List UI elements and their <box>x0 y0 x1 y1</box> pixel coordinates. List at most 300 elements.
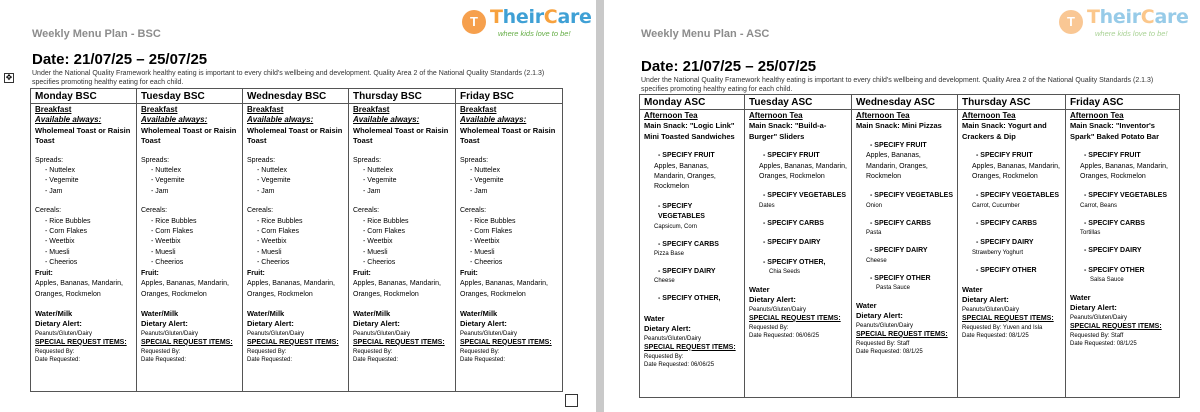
spacer <box>35 197 132 206</box>
special-request-label: SPECIAL REQUEST ITEMS: <box>1070 322 1162 330</box>
cereal-label: Cheerios <box>155 259 184 267</box>
specify-other <box>644 294 740 304</box>
other-value: Pasta Sauce <box>876 285 911 292</box>
breakfast-heading: Breakfast <box>35 105 72 114</box>
cereal-label: Muesli <box>49 248 70 256</box>
specify-carbs-label: SPECIFY CARBS <box>874 219 931 227</box>
main-snack: Main Snack: "Logic Link" Mini Toasted Sandwiches <box>644 121 735 141</box>
cereal-item <box>35 258 132 268</box>
bsc-date: Date: 21/07/25 – 25/07/25 <box>32 51 208 68</box>
fruit-label: Fruit: <box>247 269 265 277</box>
specify-vegetables <box>644 202 740 223</box>
spread-item <box>460 166 558 176</box>
spacer <box>644 258 740 267</box>
cereal-label: Corn Flakes <box>367 228 406 236</box>
logo-wordmark: TheirCare <box>490 6 592 28</box>
special-request-label: SPECIAL REQUEST ITEMS: <box>141 338 233 346</box>
cereal-item <box>353 217 451 227</box>
bullet-icon: - <box>151 238 156 246</box>
spacer <box>644 193 740 202</box>
bullet-icon: - <box>470 248 475 256</box>
spread-label: Nuttelex <box>155 167 181 175</box>
asc-intro: Under the National Quality Framework healthy eating is important to every child's wellbeing and development. Quality Area 2 of the National Quality Standards (2.1.3) specifies promoting healthy eating for each child. <box>641 77 1154 93</box>
dietary-alert-value: Peanuts/Gluten/Dairy <box>460 330 518 337</box>
asc-menu-table <box>639 94 1180 398</box>
bullet-icon: - <box>45 167 50 175</box>
spacer <box>856 237 953 246</box>
asc-day-header: Friday ASC <box>1066 95 1180 110</box>
toast-item: Wholemeal Toast or Raisin Toast <box>460 125 556 146</box>
bullet-icon: - <box>151 177 156 185</box>
specify-fruit-label: SPECIFY FRUIT <box>662 152 715 160</box>
carb-value: Tortillas <box>1080 230 1101 237</box>
main-snack: Main Snack: "Inventor's Spark" Baked Potato Bar <box>1070 121 1160 141</box>
specify-veg-label: SPECIFY VEGETABLES <box>658 202 705 221</box>
spread-label: Vegemite <box>261 177 291 185</box>
fruit-label: Fruit: <box>460 269 478 277</box>
special-request-label: SPECIAL REQUEST ITEMS: <box>35 338 127 346</box>
spreads-label: Spreads: <box>141 156 170 164</box>
cereal-label: Cheerios <box>49 259 78 267</box>
specify-fruit <box>749 151 847 161</box>
spread-item <box>35 166 132 176</box>
specify-vegetables <box>749 191 847 201</box>
bsc-intro: Under the National Quality Framework healthy eating is important to every child's wellbeing and development. Quality Area 2 of the National Quality Standards (2.1.3) specifies promoting healthy eating for each child. <box>32 70 545 86</box>
spread-label: Vegemite <box>155 177 185 185</box>
specify-fruit-label: SPECIFY FRUIT <box>874 141 927 149</box>
spacer <box>35 147 132 156</box>
spacer <box>644 142 740 151</box>
cereal-item <box>460 227 558 237</box>
bullet-icon: - <box>151 228 156 236</box>
specify-veg-label: SPECIFY VEGETABLES <box>767 192 846 200</box>
fruit-list: Apples, Bananas, Mandarin, Oranges, Rockmelon <box>972 162 1060 181</box>
specify-vegetables <box>856 191 953 201</box>
spacer <box>749 229 847 238</box>
specify-fruit-label: SPECIFY FRUIT <box>980 152 1033 160</box>
cereal-item <box>141 227 238 237</box>
cereal-item <box>141 217 238 227</box>
cereals-label: Cereals: <box>247 207 274 215</box>
specify-dairy <box>644 267 740 277</box>
logo-wordmark: TheirCare <box>1087 6 1189 28</box>
date-requested: Date Requested: <box>35 357 81 364</box>
date-requested: Date Requested: <box>141 357 187 364</box>
breakfast-heading: Breakfast <box>353 105 390 114</box>
bullet-icon: - <box>1084 266 1089 274</box>
spreads-label: Spreads: <box>460 156 489 164</box>
spacer <box>962 142 1061 151</box>
specify-carbs <box>1070 219 1175 229</box>
veg-value: Capsicum, Corn <box>654 223 698 230</box>
spacer <box>962 182 1061 191</box>
specify-other <box>856 274 953 284</box>
fruit-list: Apples, Bananas, Mandarin, Oranges, Rockmelon <box>1080 162 1168 181</box>
dietary-alert-value: Peanuts/Gluten/Dairy <box>353 330 411 337</box>
spacer <box>1070 237 1175 246</box>
specify-fruit-label: SPECIFY FRUIT <box>1088 152 1141 160</box>
bsc-day-cell <box>243 104 349 392</box>
specify-veg-label: SPECIFY VEGETABLES <box>874 192 953 200</box>
bullet-icon: - <box>870 247 875 255</box>
bsc-menu-table <box>30 88 563 392</box>
fruit-list: Apples, Bananas, Mandarin, Oranges, Rockmelon <box>759 162 847 181</box>
spread-item <box>460 176 558 186</box>
bullet-icon: - <box>45 217 50 225</box>
bullet-icon: - <box>45 228 50 236</box>
bullet-icon: - <box>363 167 368 175</box>
spread-label: Nuttelex <box>261 167 287 175</box>
dietary-alert-value: Peanuts/Gluten/Dairy <box>35 330 93 337</box>
bullet-icon: - <box>45 177 50 185</box>
spread-item <box>141 187 238 197</box>
bullet-icon: - <box>870 192 875 200</box>
bullet-icon: - <box>257 248 262 256</box>
dietary-alert-label: Dietary Alert: <box>856 311 903 321</box>
spread-label: Nuttelex <box>474 167 500 175</box>
dietary-alert-label: Dietary Alert: <box>141 319 188 329</box>
bullet-icon: - <box>151 167 156 175</box>
special-request-label: SPECIAL REQUEST ITEMS: <box>460 338 552 346</box>
bullet-icon: - <box>470 259 475 267</box>
fruit-label: Fruit: <box>141 269 159 277</box>
specify-carbs <box>856 219 953 229</box>
cereals-label: Cereals: <box>353 207 380 215</box>
dietary-alert-value: Peanuts/Gluten/Dairy <box>247 330 305 337</box>
cereal-label: Cheerios <box>474 259 503 267</box>
dietary-alert-value: Peanuts/Gluten/Dairy <box>141 330 199 337</box>
spread-item <box>247 166 344 176</box>
carb-value: Pasta <box>866 230 882 237</box>
toast-item: Wholemeal Toast or Raisin Toast <box>353 125 449 146</box>
bullet-icon: - <box>470 177 475 185</box>
bullet-icon: - <box>658 268 663 276</box>
requested-by: Requested By: <box>35 349 75 356</box>
spread-label: Jam <box>49 187 63 195</box>
specify-fruit-label: SPECIFY FRUIT <box>767 152 820 160</box>
specify-carbs-label: SPECIFY CARBS <box>980 219 1037 227</box>
spacer <box>1070 142 1175 151</box>
available-always-label: Available always: <box>35 115 102 125</box>
cereal-label: Corn Flakes <box>474 228 513 236</box>
cereal-item <box>247 248 344 258</box>
bullet-icon: - <box>151 187 156 195</box>
bullet-icon: - <box>363 217 368 225</box>
bullet-icon: - <box>470 238 475 246</box>
bullet-icon: - <box>1084 219 1089 227</box>
page-corner-box <box>565 394 578 407</box>
water-milk: Water/Milk <box>35 308 73 318</box>
spacer <box>1070 284 1175 293</box>
table-move-handle-icon[interactable]: ✥ <box>5 73 13 82</box>
requested-by: Requested By: <box>247 349 287 356</box>
special-request-label: SPECIAL REQUEST ITEMS: <box>353 338 445 346</box>
dietary-alert-value: Peanuts/Gluten/Dairy <box>749 306 807 313</box>
bullet-icon: - <box>976 219 981 227</box>
spacer <box>460 147 558 156</box>
spacer <box>856 182 953 191</box>
date-requested: Date Requested: <box>460 357 506 364</box>
spacer <box>749 249 847 258</box>
cereal-label: Rice Bubbles <box>49 217 91 225</box>
theircare-logo-faint <box>1059 6 1189 40</box>
bsc-page <box>0 0 596 412</box>
bullet-icon: - <box>363 177 368 185</box>
date-requested: Date Requested: 08/1/25 <box>856 349 923 356</box>
spread-label: Jam <box>261 187 275 195</box>
fruit-list: Apples, Bananas, Mandarin, Oranges, Rockmelon <box>353 280 441 298</box>
theircare-logo <box>462 6 592 40</box>
specify-fruit <box>962 151 1061 161</box>
bullet-icon: - <box>470 187 475 195</box>
cereal-label: Weetbix <box>261 238 287 246</box>
bullet-icon: - <box>1084 247 1089 255</box>
bullet-icon: - <box>363 228 368 236</box>
spacer <box>856 292 953 301</box>
dairy-value: Cheese <box>866 257 887 264</box>
afternoon-tea-heading: Afternoon Tea <box>644 111 698 120</box>
cereal-label: Muesli <box>474 248 495 256</box>
cereal-label: Corn Flakes <box>155 228 194 236</box>
special-request-label: SPECIAL REQUEST ITEMS: <box>247 338 339 346</box>
asc-day-cell <box>958 110 1066 398</box>
fruit-list: Apples, Bananas, Mandarin, Oranges, Rockmelon <box>460 280 548 298</box>
spacer <box>353 300 451 309</box>
cereals-label: Cereals: <box>35 207 62 215</box>
bullet-icon: - <box>658 240 663 248</box>
cereal-item <box>353 227 451 237</box>
spread-item <box>35 187 132 197</box>
requested-by: Requested By: <box>460 349 500 356</box>
spacer <box>962 257 1061 266</box>
specify-carbs-label: SPECIFY CARBS <box>662 240 719 248</box>
cereals-label: Cereals: <box>141 207 168 215</box>
spacer <box>247 197 344 206</box>
spacer <box>141 147 238 156</box>
dietary-alert-value: Peanuts/Gluten/Dairy <box>962 306 1020 313</box>
carb-value: Pizza Base <box>654 251 685 258</box>
water-milk: Water/Milk <box>353 308 391 318</box>
bullet-icon: - <box>763 258 768 266</box>
specify-carbs <box>962 219 1061 229</box>
specify-dairy <box>962 238 1061 248</box>
bullet-icon: - <box>45 238 50 246</box>
bullet-icon: - <box>976 266 981 274</box>
bullet-icon: - <box>257 259 262 267</box>
specify-vegetables <box>962 191 1061 201</box>
bullet-icon: - <box>658 152 663 160</box>
dietary-alert-label: Dietary Alert: <box>353 319 400 329</box>
spacer <box>856 265 953 274</box>
spread-label: Vegemite <box>49 177 79 185</box>
cereal-label: Rice Bubbles <box>261 217 303 225</box>
spread-label: Jam <box>155 187 169 195</box>
main-snack: Main Snack: Mini Pizzas <box>856 121 942 131</box>
spread-item <box>247 176 344 186</box>
date-requested: Date Requested: <box>247 357 293 364</box>
spacer <box>353 197 451 206</box>
veg-value: Dates <box>759 202 775 209</box>
dietary-alert-label: Dietary Alert: <box>749 295 796 305</box>
available-always-label: Available always: <box>353 115 420 125</box>
bsc-day-header: Thursday BSC <box>349 89 456 104</box>
cereal-item <box>141 258 238 268</box>
breakfast-heading: Breakfast <box>141 105 178 114</box>
requested-by: Requested By: Staff <box>1070 333 1124 340</box>
cereal-item <box>35 217 132 227</box>
spread-item <box>141 176 238 186</box>
dietary-alert-value: Peanuts/Gluten/Dairy <box>856 322 914 329</box>
specify-vegetables <box>1070 191 1175 201</box>
fruit-list: Apples, Bananas, Mandarin, Oranges, Rockmelon <box>866 152 928 181</box>
spacer <box>962 276 1061 285</box>
asc-day-header: Tuesday ASC <box>745 95 852 110</box>
logo-mark-icon: T <box>462 10 486 34</box>
bullet-icon: - <box>976 239 981 247</box>
bullet-icon: - <box>363 259 368 267</box>
spacer <box>856 132 953 141</box>
afternoon-tea-heading: Afternoon Tea <box>962 111 1016 120</box>
bullet-icon: - <box>976 192 981 200</box>
spread-label: Vegemite <box>367 177 397 185</box>
fruit-list: Apples, Bananas, Mandarin, Oranges, Rockmelon <box>35 280 123 298</box>
cereal-item <box>35 227 132 237</box>
specify-carbs <box>749 219 847 229</box>
specify-dairy <box>1070 246 1175 256</box>
water-milk: Water/Milk <box>247 308 285 318</box>
spacer <box>247 300 344 309</box>
water: Water <box>856 301 877 311</box>
bullet-icon: - <box>45 187 50 195</box>
cereal-item <box>141 237 238 247</box>
veg-value: Onion <box>866 202 883 209</box>
bullet-icon: - <box>470 167 475 175</box>
bullet-icon: - <box>257 238 262 246</box>
specify-fruit <box>1070 151 1175 161</box>
asc-day-cell <box>640 110 745 398</box>
main-snack: Main Snack: "Build-a-Burger" Sliders <box>749 121 827 141</box>
bsc-day-cell <box>31 104 137 392</box>
requested-by: Requested By: <box>644 354 684 361</box>
requested-by: Requested By: <box>749 325 789 332</box>
spacer <box>644 231 740 240</box>
asc-day-header: Monday ASC <box>640 95 745 110</box>
specify-other-label: SPECIFY OTHER, <box>662 295 721 303</box>
bullet-icon: - <box>870 141 875 149</box>
spacer <box>1070 210 1175 219</box>
spacer <box>749 182 847 191</box>
cereal-label: Rice Bubbles <box>474 217 516 225</box>
bullet-icon: - <box>363 248 368 256</box>
specify-other-label: SPECIFY OTHER <box>980 266 1037 274</box>
bsc-day-header: Wednesday BSC <box>243 89 349 104</box>
asc-day-header: Wednesday ASC <box>852 95 958 110</box>
water: Water <box>644 313 665 323</box>
cereal-label: Cheerios <box>261 259 290 267</box>
dietary-alert-value: Peanuts/Gluten/Dairy <box>644 335 702 342</box>
specify-dairy-label: SPECIFY DAIRY <box>874 247 928 255</box>
asc-day-cell <box>745 110 852 398</box>
spreads-label: Spreads: <box>247 156 276 164</box>
specify-other-label: SPECIFY OTHER, <box>767 258 826 266</box>
bullet-icon: - <box>870 219 875 227</box>
specify-other-label: SPECIFY OTHER <box>1088 266 1145 274</box>
other-value: Chia Seeds <box>769 269 801 276</box>
spacer <box>749 276 847 285</box>
spread-item <box>247 187 344 197</box>
cereal-item <box>353 248 451 258</box>
bsc-day-cell <box>456 104 563 392</box>
cereal-label: Cheerios <box>367 259 396 267</box>
dairy-value: Cheese <box>654 278 675 285</box>
spacer <box>460 300 558 309</box>
fruit-label: Fruit: <box>353 269 371 277</box>
specify-veg-label: SPECIFY VEGETABLES <box>980 192 1059 200</box>
spread-label: Jam <box>367 187 381 195</box>
special-request-label: SPECIAL REQUEST ITEMS: <box>749 314 841 322</box>
date-requested: Date Requested: 08/1/25 <box>962 333 1029 340</box>
water-milk: Water/Milk <box>460 308 498 318</box>
cereal-label: Muesli <box>261 248 282 256</box>
spread-item <box>353 187 451 197</box>
specify-other <box>749 258 847 268</box>
cereal-item <box>141 248 238 258</box>
specify-dairy-label: SPECIFY DAIRY <box>662 268 716 276</box>
dietary-alert-label: Dietary Alert: <box>962 295 1009 305</box>
spacer <box>856 210 953 219</box>
water: Water <box>749 285 770 295</box>
spacer <box>353 147 451 156</box>
bullet-icon: - <box>658 202 663 210</box>
afternoon-tea-heading: Afternoon Tea <box>1070 111 1124 120</box>
specify-other <box>962 266 1061 276</box>
cereal-label: Rice Bubbles <box>367 217 409 225</box>
bullet-icon: - <box>470 228 475 236</box>
cereal-item <box>247 217 344 227</box>
bullet-icon: - <box>257 167 262 175</box>
afternoon-tea-heading: Afternoon Tea <box>856 111 910 120</box>
cereals-label: Cereals: <box>460 207 487 215</box>
bullet-icon: - <box>151 248 156 256</box>
bullet-icon: - <box>470 217 475 225</box>
asc-date: Date: 21/07/25 – 25/07/25 <box>641 58 817 75</box>
requested-by: Requested By: Yuven and Isla <box>962 325 1043 332</box>
dairy-value: Strawberry Yoghurt <box>972 249 1024 256</box>
available-always-label: Available always: <box>141 115 208 125</box>
spacer <box>1070 182 1175 191</box>
spacer <box>35 300 132 309</box>
spacer <box>460 197 558 206</box>
requested-by: Requested By: <box>353 349 393 356</box>
specify-other-label: SPECIFY OTHER <box>874 274 931 282</box>
available-always-label: Available always: <box>247 115 314 125</box>
spreads-label: Spreads: <box>35 156 64 164</box>
date-requested: Date Requested: 06/06/25 <box>749 333 820 340</box>
spread-item <box>35 176 132 186</box>
dietary-alert-label: Dietary Alert: <box>1070 303 1117 313</box>
spacer <box>749 210 847 219</box>
bullet-icon: - <box>151 259 156 267</box>
asc-page <box>604 0 1200 412</box>
water: Water <box>962 285 983 295</box>
bsc-day-cell <box>137 104 243 392</box>
asc-day-cell <box>852 110 958 398</box>
bullet-icon: - <box>763 239 768 247</box>
cereal-label: Corn Flakes <box>49 228 88 236</box>
water-milk: Water/Milk <box>141 308 179 318</box>
bullet-icon: - <box>151 217 156 225</box>
cereal-item <box>353 237 451 247</box>
